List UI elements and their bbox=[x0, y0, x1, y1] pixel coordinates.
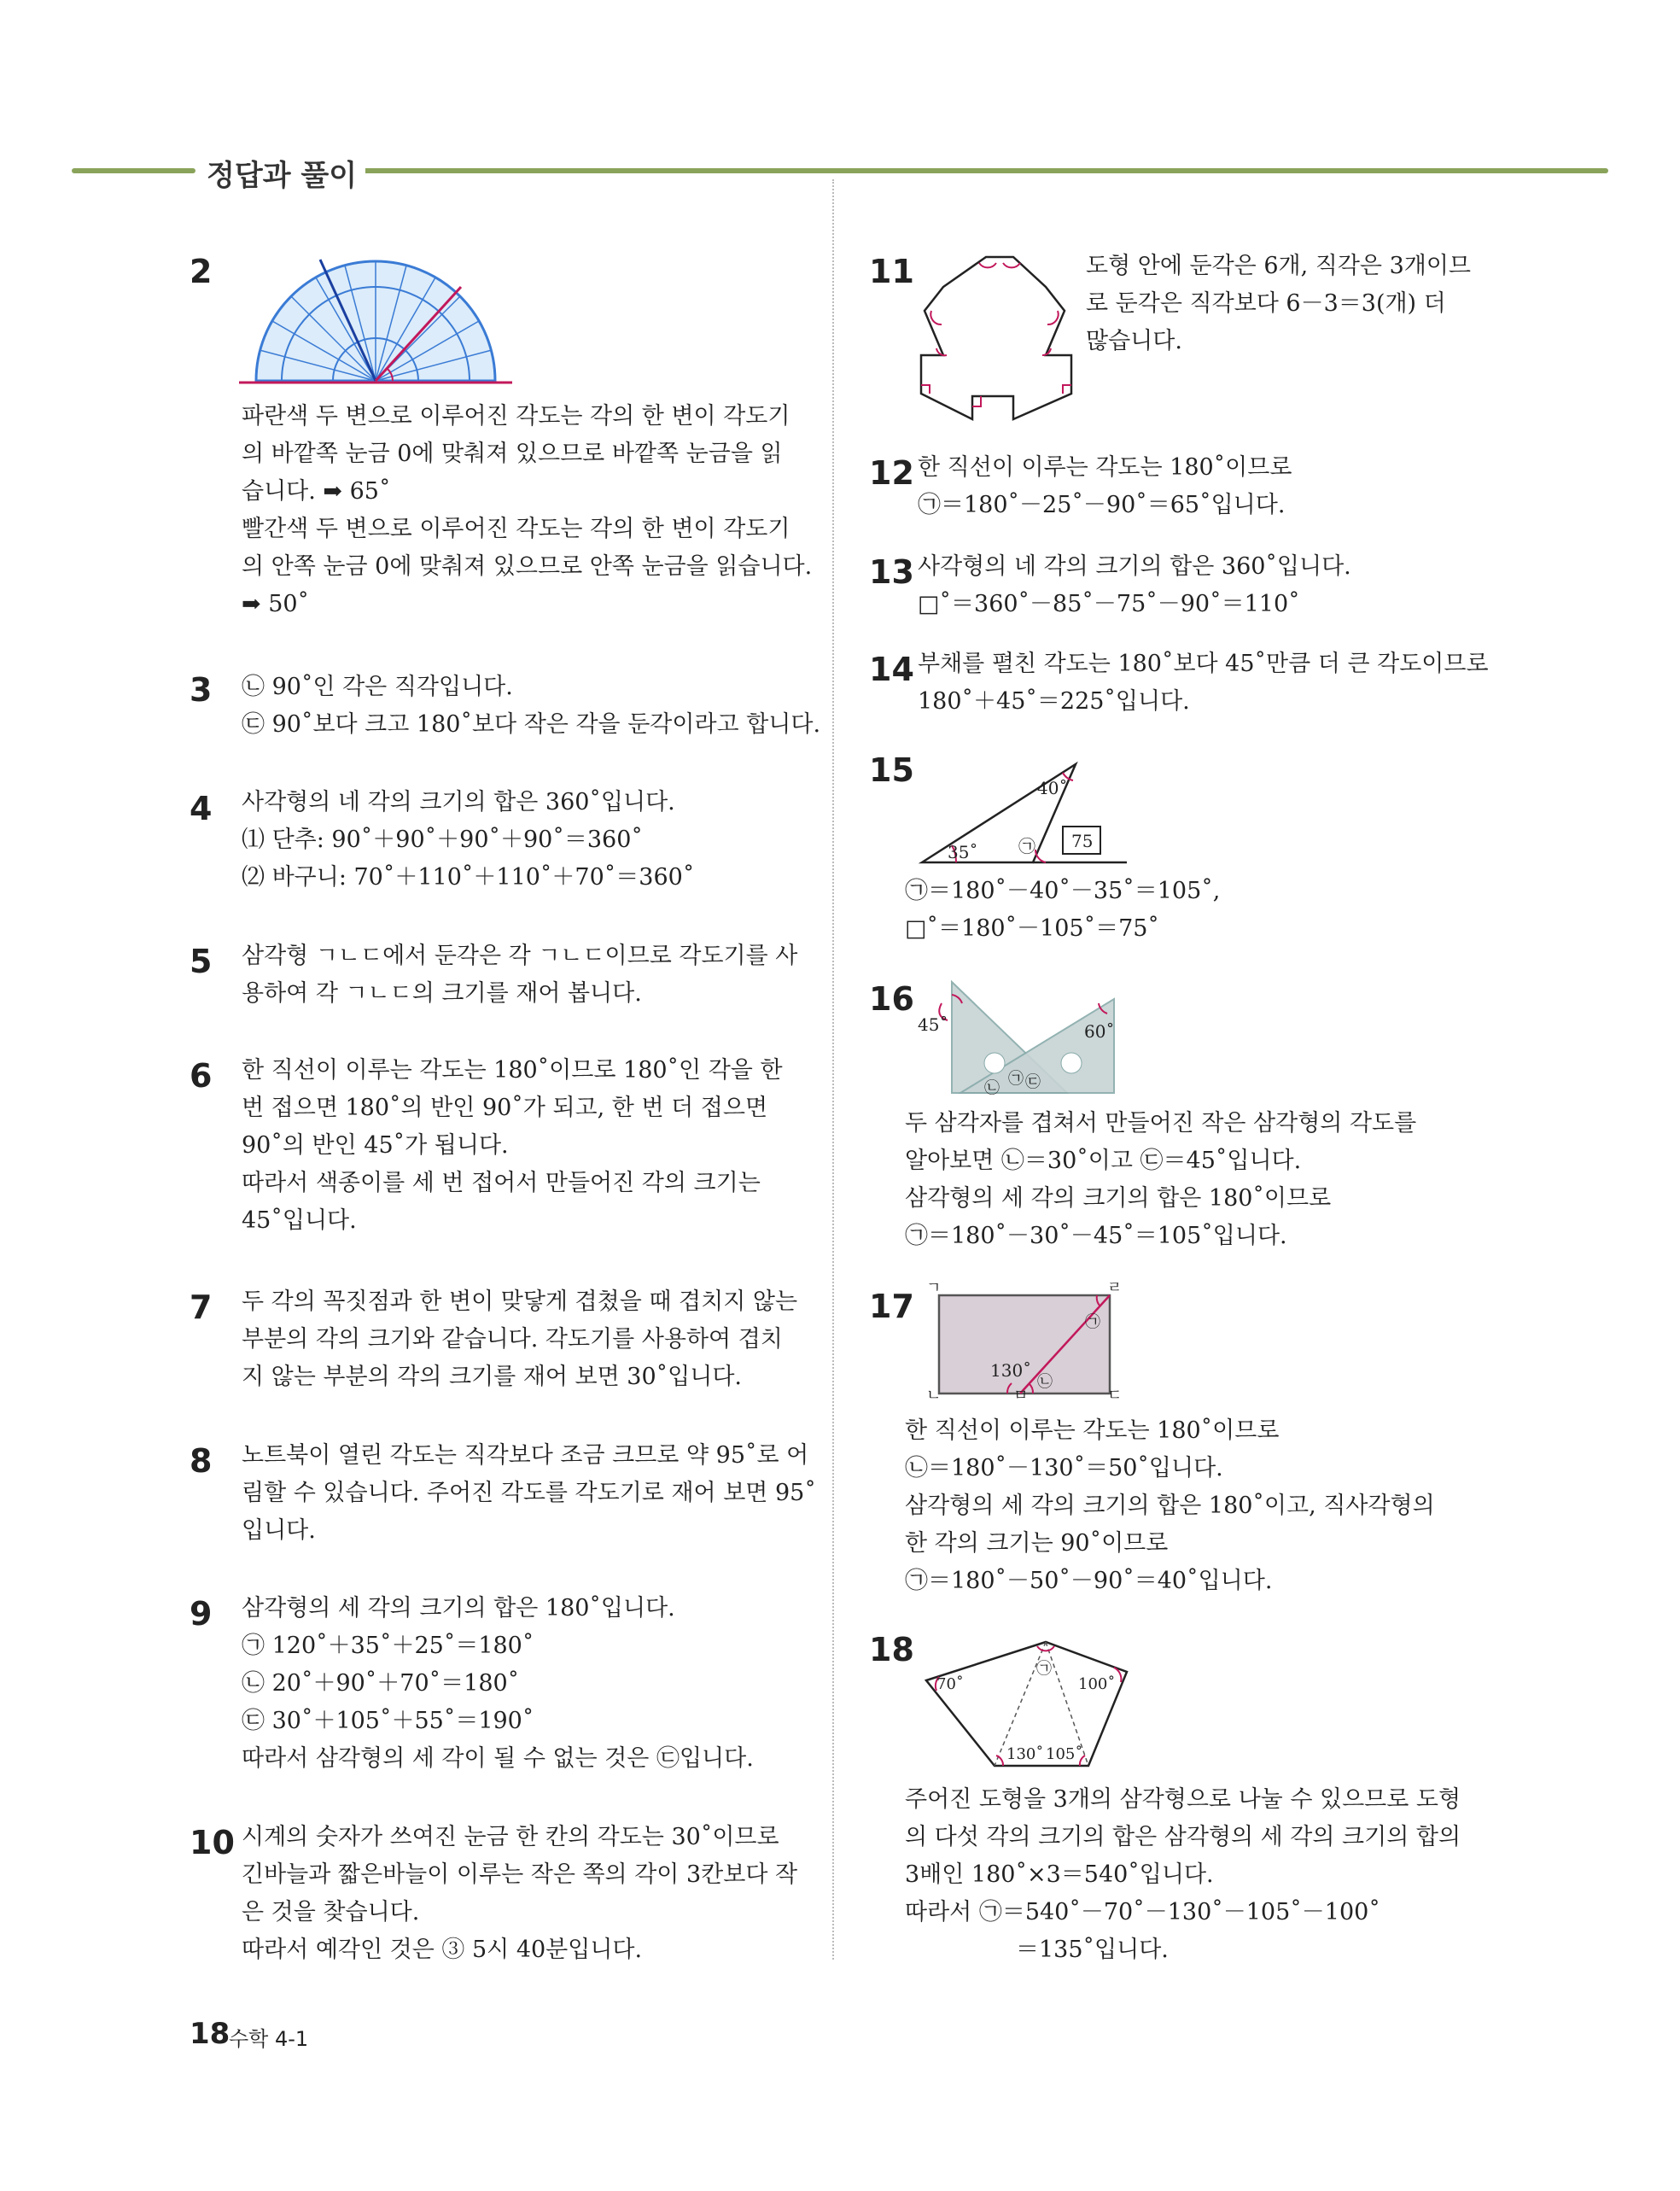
text-line: 따라서 예각인 것은 ③ 5시 40분입니다. bbox=[242, 1937, 643, 1963]
text-line: □˚＝360˚－85˚－75˚－90˚＝110˚ bbox=[918, 591, 1300, 617]
text-line: 의 안쪽 눈금 0에 맞춰져 있으므로 안쪽 눈금을 읽습니다. bbox=[242, 553, 813, 580]
text-line: 의 바깥쪽 눈금 0에 맞춰져 있으므로 바깥쪽 눈금을 읽 bbox=[242, 441, 783, 467]
vertex-label: ㄷ bbox=[1107, 1387, 1123, 1402]
problem-number: 8 bbox=[190, 1442, 213, 1480]
answer-box: 75 bbox=[1071, 831, 1094, 851]
text-line: 한 직선이 이루는 각도는 180˚이므로 180˚인 각을 한 bbox=[242, 1057, 783, 1084]
protractor-figure bbox=[239, 253, 512, 389]
problem-number: 10 bbox=[190, 1824, 235, 1861]
text-line: ㉠＝180˚－25˚－90˚＝65˚입니다. bbox=[918, 492, 1286, 518]
text-line: ⑴ 단추: 90˚＋90˚＋90˚＋90˚＝360˚ bbox=[242, 827, 643, 853]
text-line: ＝135˚입니다. bbox=[1016, 1937, 1169, 1963]
problem-number: 15 bbox=[869, 751, 914, 789]
text-line: ㉢ 30˚＋105˚＋55˚＝190˚ bbox=[242, 1708, 534, 1734]
polygon-figure bbox=[918, 253, 1080, 424]
angle-mark: ㉢ bbox=[1025, 1073, 1041, 1091]
text-line: 번 접으면 180˚의 반인 90˚가 되고, 한 번 더 접으면 bbox=[242, 1095, 768, 1121]
triangle-figure bbox=[918, 751, 1131, 871]
text-line: 빨간색 두 변으로 이루어진 각도는 각의 한 변이 각도기 bbox=[242, 516, 790, 542]
text-line: 부분의 각의 크기와 같습니다. 각도기를 사용하여 겹치 bbox=[242, 1326, 783, 1353]
text-line: □˚＝180˚－105˚＝75˚ bbox=[905, 915, 1159, 942]
text-line: 45˚입니다. bbox=[242, 1207, 357, 1234]
problem-8-text bbox=[242, 1437, 816, 1550]
text-line: ㉢ 90˚보다 크고 180˚보다 작은 각을 둔각이라고 합니다. bbox=[242, 711, 821, 738]
problem-2-text bbox=[242, 398, 812, 623]
angle-mark: ㉡ bbox=[1037, 1373, 1053, 1391]
vertex-label: ㄴ bbox=[926, 1387, 942, 1402]
angle-mark: ㉠ bbox=[1085, 1313, 1100, 1331]
angle-mark: ㉠ bbox=[1008, 1070, 1024, 1088]
text-line: 부채를 펼친 각도는 180˚보다 45˚만큼 더 큰 각도이므로 bbox=[918, 651, 1489, 677]
angle-mark: ㉠ bbox=[1018, 836, 1035, 856]
angle-label: 45˚ bbox=[918, 1014, 948, 1035]
rectangle-figure bbox=[918, 1282, 1123, 1402]
text-line: 두 각의 꼭짓점과 한 변이 맞닿게 겹쳤을 때 겹치지 않는 bbox=[242, 1288, 798, 1315]
text-line: 한 각의 크기는 90˚이므로 bbox=[905, 1530, 1169, 1557]
angle-label: 100˚ bbox=[1078, 1675, 1116, 1693]
problem-9-text bbox=[242, 1590, 754, 1778]
problem-number: 13 bbox=[869, 553, 914, 591]
text-line: 90˚의 반인 45˚가 됩니다. bbox=[242, 1132, 509, 1159]
page-title: 정답과 풀이 bbox=[198, 152, 365, 194]
text-line: ㉠ 120˚＋35˚＋25˚＝180˚ bbox=[242, 1633, 534, 1659]
text-line: ㉡ 20˚＋90˚＋70˚＝180˚ bbox=[242, 1670, 520, 1697]
problem-16-text bbox=[905, 1105, 1416, 1255]
text-line: 많습니다. bbox=[1086, 328, 1182, 354]
header-rule-right bbox=[350, 168, 1608, 173]
text-line: 따라서 ㉠＝540˚－70˚－130˚－105˚－100˚ bbox=[905, 1899, 1380, 1925]
angle-label: 105˚ bbox=[1046, 1745, 1083, 1763]
problem-10-text bbox=[242, 1819, 797, 1969]
problem-12-text bbox=[918, 449, 1292, 524]
text-line: 삼각형의 세 각의 크기의 합은 180˚입니다. bbox=[242, 1595, 675, 1621]
text-line: 습니다. ➡ 65˚ bbox=[242, 478, 391, 505]
problem-14-text bbox=[918, 646, 1489, 721]
text-line: 사각형의 네 각의 크기의 합은 360˚입니다. bbox=[242, 789, 675, 815]
problem-17-text bbox=[905, 1412, 1435, 1600]
text-line: 따라서 색종이를 세 번 접어서 만들어진 각의 크기는 bbox=[242, 1170, 761, 1196]
pentagon-figure bbox=[918, 1629, 1131, 1774]
problem-15-text bbox=[905, 873, 1220, 948]
set-squares-figure bbox=[918, 978, 1123, 1097]
problem-3-text bbox=[242, 669, 820, 744]
problem-18-text bbox=[905, 1781, 1461, 1969]
page-number: 18 bbox=[190, 2017, 230, 2051]
text-line: 두 삼각자를 겹쳐서 만들어진 작은 삼각형의 각도를 bbox=[905, 1110, 1417, 1136]
problem-11-text bbox=[1086, 248, 1471, 360]
problem-number: 17 bbox=[869, 1288, 914, 1325]
text-line: 용하여 각 ㄱㄴㄷ의 크기를 재어 봅니다. bbox=[242, 980, 642, 1007]
text-line: ㉡＝180˚－130˚＝50˚입니다. bbox=[905, 1455, 1223, 1481]
vertex-label: ㄱ bbox=[926, 1282, 942, 1297]
angle-label: 130˚ bbox=[1006, 1745, 1044, 1763]
column-divider bbox=[832, 179, 834, 1960]
text-line: 한 직선이 이루는 각도는 180˚이므로 bbox=[918, 454, 1292, 481]
problem-7-text bbox=[242, 1283, 797, 1396]
problem-5-text bbox=[242, 938, 797, 1013]
text-line: 의 다섯 각의 크기의 합은 삼각형의 세 각의 크기의 합의 bbox=[905, 1824, 1461, 1850]
text-line: 180˚＋45˚＝225˚입니다. bbox=[918, 688, 1190, 715]
vertex-label: ㅁ bbox=[1013, 1387, 1029, 1402]
text-line: 은 것을 찾습니다. bbox=[242, 1899, 420, 1925]
text-line: 사각형의 네 각의 크기의 합은 360˚입니다. bbox=[918, 553, 1351, 580]
text-line: 알아보면 ㉡＝30˚이고 ㉢＝45˚입니다. bbox=[905, 1148, 1302, 1174]
text-line: ㉠＝180˚－50˚－90˚＝40˚입니다. bbox=[905, 1568, 1273, 1594]
problem-number: 9 bbox=[190, 1595, 213, 1633]
text-line: 시계의 숫자가 쓰여진 눈금 한 칸의 각도는 30˚이므로 bbox=[242, 1824, 779, 1850]
text-line: 한 직선이 이루는 각도는 180˚이므로 bbox=[905, 1417, 1280, 1444]
text-line: 로 둔각은 직각보다 6－3＝3(개) 더 bbox=[1086, 290, 1446, 317]
angle-label: 60˚ bbox=[1084, 1021, 1115, 1042]
problem-number: 16 bbox=[869, 980, 914, 1018]
problem-number: 7 bbox=[190, 1288, 213, 1326]
vertex-label: ㄹ bbox=[1107, 1282, 1123, 1297]
text-line: 삼각형의 세 각의 크기의 합은 180˚이고, 직사각형의 bbox=[905, 1493, 1435, 1519]
angle-mark: ㉡ bbox=[984, 1079, 1000, 1097]
footer-subject: 수학 4-1 bbox=[229, 2027, 309, 2051]
text-line: 지 않는 부분의 각의 크기를 재어 보면 30˚입니다. bbox=[242, 1364, 742, 1390]
text-line: 삼각형의 세 각의 크기의 합은 180˚이므로 bbox=[905, 1185, 1332, 1212]
text-line: 입니다. bbox=[242, 1517, 316, 1544]
text-line: ㉠＝180˚－30˚－45˚＝105˚입니다. bbox=[905, 1223, 1287, 1249]
problem-4-text bbox=[242, 784, 694, 897]
problem-number: 3 bbox=[190, 671, 213, 709]
text-line: 림할 수 있습니다. 주어진 각도를 각도기로 재어 보면 95˚ bbox=[242, 1480, 816, 1506]
problem-number: 6 bbox=[190, 1057, 213, 1095]
text-line: ㉡ 90˚인 각은 직각입니다. bbox=[242, 674, 513, 700]
problem-number: 5 bbox=[190, 943, 213, 980]
problem-6-text bbox=[242, 1052, 783, 1240]
angle-label: 40˚ bbox=[1037, 778, 1068, 798]
text-line: 삼각형 ㄱㄴㄷ에서 둔각은 각 ㄱㄴㄷ이므로 각도기를 사 bbox=[242, 943, 798, 969]
text-line: 따라서 삼각형의 세 각이 될 수 없는 것은 ㉢입니다. bbox=[242, 1745, 754, 1772]
problem-number: 11 bbox=[869, 253, 914, 290]
problem-number: 2 bbox=[190, 253, 213, 290]
text-line: ➡ 50˚ bbox=[242, 591, 310, 617]
text-line: ⑵ 바구니: 70˚＋110˚＋110˚＋70˚＝360˚ bbox=[242, 864, 695, 891]
text-line: 긴바늘과 짧은바늘이 이루는 작은 쪽의 각이 3칸보다 작 bbox=[242, 1861, 798, 1888]
text-line: 파란색 두 변으로 이루어진 각도는 각의 한 변이 각도기 bbox=[242, 403, 790, 429]
angle-label: 130˚ bbox=[990, 1360, 1032, 1381]
angle-mark: ㉠ bbox=[1036, 1660, 1052, 1678]
angle-label: 35˚ bbox=[948, 842, 978, 862]
problem-number: 18 bbox=[869, 1631, 914, 1668]
text-line: 주어진 도형을 3개의 삼각형으로 나눌 수 있으므로 도형 bbox=[905, 1786, 1461, 1813]
problem-number: 12 bbox=[869, 454, 914, 492]
header-rule-left bbox=[72, 168, 195, 173]
text-line: ㉠＝180˚－40˚－35˚＝105˚, bbox=[905, 878, 1221, 904]
text-line: 노트북이 열린 각도는 직각보다 조금 크므로 약 95˚로 어 bbox=[242, 1442, 809, 1469]
problem-number: 14 bbox=[869, 651, 914, 688]
text-line: 도형 안에 둔각은 6개, 직각은 3개이므 bbox=[1086, 253, 1471, 279]
angle-label: 70˚ bbox=[936, 1675, 964, 1693]
problem-number: 4 bbox=[190, 790, 213, 827]
text-line: 3배인 180˚×3＝540˚입니다. bbox=[905, 1861, 1214, 1888]
problem-13-text bbox=[918, 548, 1351, 623]
